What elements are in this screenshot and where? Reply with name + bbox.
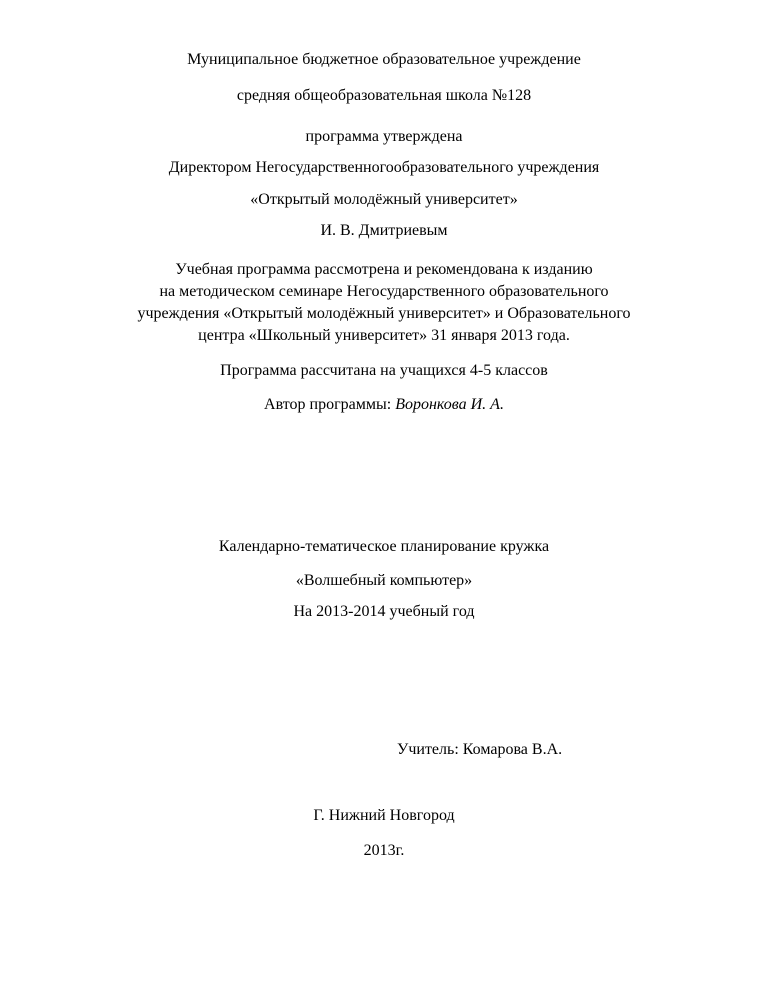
institution-line-2: средняя общеобразовательная школа №128 — [236, 87, 532, 104]
approval-line-4: И. В. Дмитриевым — [320, 222, 448, 239]
approval-line-2: Директором Негосударственногообразовательного учреждения — [168, 159, 600, 176]
title-line-2: «Волшебный компьютер» — [295, 572, 473, 589]
teacher-line: Учитель: Комарова В.А. — [397, 741, 563, 758]
year-line: 2013г. — [363, 842, 405, 859]
approval-line-3: «Открытый молодёжный университет» — [250, 191, 518, 208]
audience-line: Программа рассчитана на учащихся 4-5 классов — [220, 362, 548, 379]
author-label: Автор программы: — [264, 396, 396, 413]
review-line-4: центра «Школьный университет» 31 января 2013 года. — [198, 327, 570, 344]
review-paragraph — [0, 259, 768, 347]
title-line-3: На 2013-2014 учебный год — [293, 603, 475, 620]
approval-line-1: программа утверждена — [305, 128, 463, 145]
author-name: Воронкова И. А. — [395, 396, 504, 413]
review-line-1: Учебная программа рассмотрена и рекомендована к изданию — [175, 261, 593, 278]
review-line-2: на методическом семинаре Негосударственного образовательного — [159, 283, 609, 300]
city-line: Г. Нижний Новгород — [313, 807, 455, 824]
institution-line-1: Муниципальное бюджетное образовательное учреждение — [187, 51, 581, 68]
author-line — [0, 395, 768, 415]
review-line-3: учреждения «Открытый молодёжный университет» и Образовательного — [137, 305, 631, 322]
title-line-1: Календарно-тематическое планирование кружка — [218, 538, 550, 555]
